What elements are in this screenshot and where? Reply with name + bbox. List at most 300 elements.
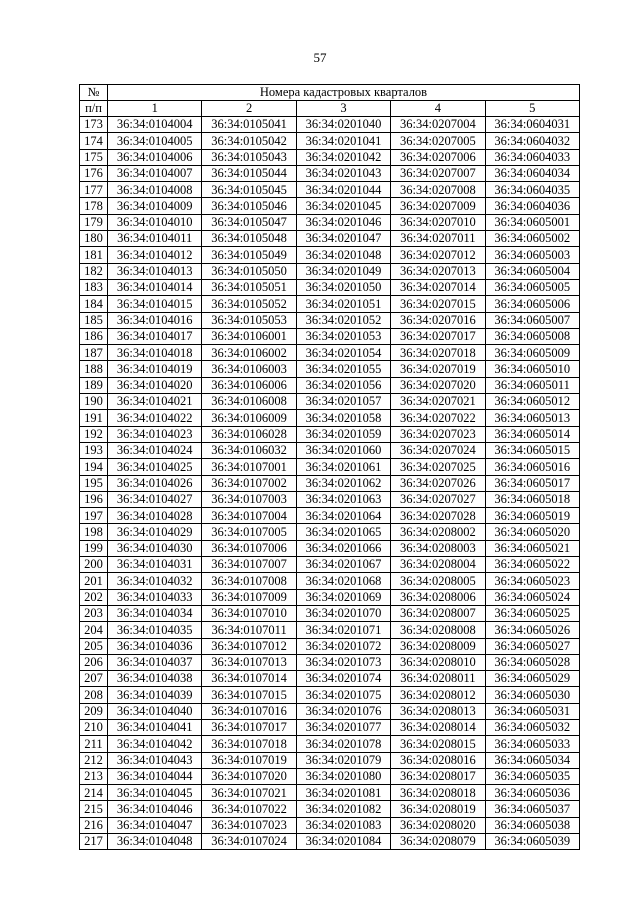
table-row [80, 654, 580, 670]
cadastral-number-cell: 36:34:0605018 [485, 491, 579, 507]
cadastral-number-cell: 36:34:0605035 [485, 768, 579, 784]
cadastral-number-cell: 36:34:0106032 [202, 442, 296, 458]
cadastral-number-cell: 36:34:0207019 [391, 361, 485, 377]
table-row [80, 622, 580, 638]
row-number: 208 [80, 687, 108, 703]
cadastral-number-cell: 36:34:0104013 [108, 263, 202, 279]
cadastral-number-cell: 36:34:0107013 [202, 654, 296, 670]
cadastral-number-cell: 36:34:0105052 [202, 296, 296, 312]
row-number: 201 [80, 573, 108, 589]
cadastral-number-cell: 36:34:0104029 [108, 524, 202, 540]
row-number: 194 [80, 459, 108, 475]
cadastral-number-cell: 36:34:0604031 [485, 117, 579, 133]
cadastral-number-cell: 36:34:0105050 [202, 263, 296, 279]
cadastral-number-cell: 36:34:0207008 [391, 182, 485, 198]
cadastral-number-cell: 36:34:0105047 [202, 214, 296, 230]
cadastral-number-cell: 36:34:0605028 [485, 654, 579, 670]
cadastral-number-cell: 36:34:0605026 [485, 622, 579, 638]
cadastral-number-cell: 36:34:0104018 [108, 345, 202, 361]
cadastral-number-cell: 36:34:0208010 [391, 654, 485, 670]
cadastral-number-cell: 36:34:0107020 [202, 768, 296, 784]
table-row [80, 687, 580, 703]
cadastral-number-cell: 36:34:0605032 [485, 719, 579, 735]
cadastral-number-cell: 36:34:0201084 [296, 834, 390, 850]
row-number: 174 [80, 133, 108, 149]
cadastral-number-cell: 36:34:0201042 [296, 149, 390, 165]
cadastral-number-cell: 36:34:0201062 [296, 475, 390, 491]
cadastral-number-cell: 36:34:0106009 [202, 410, 296, 426]
table-row [80, 719, 580, 735]
cadastral-number-cell: 36:34:0104008 [108, 182, 202, 198]
cadastral-number-cell: 36:34:0207028 [391, 508, 485, 524]
cadastral-number-cell: 36:34:0605005 [485, 279, 579, 295]
cadastral-number-cell: 36:34:0104005 [108, 133, 202, 149]
cadastral-number-cell: 36:34:0605030 [485, 687, 579, 703]
cadastral-number-cell: 36:34:0201076 [296, 703, 390, 719]
row-number: 214 [80, 785, 108, 801]
table-row [80, 263, 580, 279]
cadastral-number-cell: 36:34:0605023 [485, 573, 579, 589]
cadastral-number-cell: 36:34:0605002 [485, 231, 579, 247]
cadastral-number-cell: 36:34:0201043 [296, 165, 390, 181]
table-row [80, 671, 580, 687]
table-row [80, 345, 580, 361]
row-number: 173 [80, 117, 108, 133]
cadastral-number-cell: 36:34:0104007 [108, 165, 202, 181]
column-header: 1 [108, 101, 202, 117]
cadastral-number-cell: 36:34:0207027 [391, 491, 485, 507]
cadastral-number-cell: 36:34:0105045 [202, 182, 296, 198]
cadastral-number-cell: 36:34:0201066 [296, 540, 390, 556]
cadastral-number-cell: 36:34:0201061 [296, 459, 390, 475]
cadastral-number-cell: 36:34:0104020 [108, 377, 202, 393]
page-number: 57 [313, 50, 327, 65]
cadastral-number-cell: 36:34:0104032 [108, 573, 202, 589]
cadastral-number-cell: 36:34:0201071 [296, 622, 390, 638]
cadastral-number-cell: 36:34:0201040 [296, 117, 390, 133]
cadastral-number-cell: 36:34:0605004 [485, 263, 579, 279]
cadastral-number-cell: 36:34:0208011 [391, 671, 485, 687]
cadastral-number-cell: 36:34:0104037 [108, 654, 202, 670]
column-header: 5 [485, 101, 579, 117]
cadastral-number-cell: 36:34:0201048 [296, 247, 390, 263]
cadastral-number-cell: 36:34:0208006 [391, 589, 485, 605]
cadastral-number-cell: 36:34:0104025 [108, 459, 202, 475]
cadastral-number-cell: 36:34:0104035 [108, 622, 202, 638]
cadastral-number-cell: 36:34:0207024 [391, 442, 485, 458]
row-number: 191 [80, 410, 108, 426]
cadastral-number-cell: 36:34:0104026 [108, 475, 202, 491]
table-row [80, 394, 580, 410]
table-row [80, 377, 580, 393]
cadastral-number-cell: 36:34:0107022 [202, 801, 296, 817]
row-number: 212 [80, 752, 108, 768]
cadastral-number-cell: 36:34:0208079 [391, 834, 485, 850]
cadastral-number-cell: 36:34:0208009 [391, 638, 485, 654]
cadastral-number-cell: 36:34:0105041 [202, 117, 296, 133]
row-number: 190 [80, 394, 108, 410]
cadastral-number-cell: 36:34:0201051 [296, 296, 390, 312]
cadastral-number-cell: 36:34:0605020 [485, 524, 579, 540]
cadastral-number-cell: 36:34:0208018 [391, 785, 485, 801]
cadastral-number-cell: 36:34:0207013 [391, 263, 485, 279]
cadastral-number-cell: 36:34:0201081 [296, 785, 390, 801]
cadastral-number-cell: 36:34:0104021 [108, 394, 202, 410]
cadastral-number-cell: 36:34:0106028 [202, 426, 296, 442]
cadastral-number-cell: 36:34:0605012 [485, 394, 579, 410]
cadastral-number-cell: 36:34:0104036 [108, 638, 202, 654]
header-row-group [80, 85, 580, 101]
cadastral-number-cell: 36:34:0104006 [108, 149, 202, 165]
cadastral-number-cell: 36:34:0207012 [391, 247, 485, 263]
cadastral-number-cell: 36:34:0107006 [202, 540, 296, 556]
cadastral-number-cell: 36:34:0104042 [108, 736, 202, 752]
cadastral-number-cell: 36:34:0605039 [485, 834, 579, 850]
cadastral-number-cell: 36:34:0105043 [202, 149, 296, 165]
cadastral-number-cell: 36:34:0104038 [108, 671, 202, 687]
cadastral-number-cell: 36:34:0201065 [296, 524, 390, 540]
cadastral-number-cell: 36:34:0107014 [202, 671, 296, 687]
row-number: 200 [80, 557, 108, 573]
row-number: 211 [80, 736, 108, 752]
table-row [80, 589, 580, 605]
cadastral-number-cell: 36:34:0104041 [108, 719, 202, 735]
table-row [80, 426, 580, 442]
cadastral-number-cell: 36:34:0207011 [391, 231, 485, 247]
cadastral-number-cell: 36:34:0105048 [202, 231, 296, 247]
cadastral-number-cell: 36:34:0605025 [485, 605, 579, 621]
cadastral-number-cell: 36:34:0201057 [296, 394, 390, 410]
table-row [80, 296, 580, 312]
cadastral-number-cell: 36:34:0107021 [202, 785, 296, 801]
cadastral-number-cell: 36:34:0604032 [485, 133, 579, 149]
row-number: 199 [80, 540, 108, 556]
cadastral-number-cell: 36:34:0207020 [391, 377, 485, 393]
cadastral-number-cell: 36:34:0605016 [485, 459, 579, 475]
cadastral-number-cell: 36:34:0107009 [202, 589, 296, 605]
cadastral-number-cell: 36:34:0208017 [391, 768, 485, 784]
cadastral-number-cell: 36:34:0605017 [485, 475, 579, 491]
row-number: 176 [80, 165, 108, 181]
cadastral-number-cell: 36:34:0107016 [202, 703, 296, 719]
cadastral-number-cell: 36:34:0201044 [296, 182, 390, 198]
cadastral-number-cell: 36:34:0201072 [296, 638, 390, 654]
row-number: 213 [80, 768, 108, 784]
cadastral-number-cell: 36:34:0604036 [485, 198, 579, 214]
cadastral-number-cell: 36:34:0104031 [108, 557, 202, 573]
cadastral-number-cell: 36:34:0208015 [391, 736, 485, 752]
cadastral-number-cell: 36:34:0107007 [202, 557, 296, 573]
cadastral-number-cell: 36:34:0207026 [391, 475, 485, 491]
row-number: 175 [80, 149, 108, 165]
cadastral-number-cell: 36:34:0106001 [202, 328, 296, 344]
cadastral-number-cell: 36:34:0107018 [202, 736, 296, 752]
row-number: 209 [80, 703, 108, 719]
column-header: 3 [296, 101, 390, 117]
cadastral-number-cell: 36:34:0605022 [485, 557, 579, 573]
cadastral-number-cell: 36:34:0201075 [296, 687, 390, 703]
row-number: 184 [80, 296, 108, 312]
cadastral-number-cell: 36:34:0201058 [296, 410, 390, 426]
table-row [80, 328, 580, 344]
cadastral-number-cell: 36:34:0201064 [296, 508, 390, 524]
table-row [80, 491, 580, 507]
cadastral-number-cell: 36:34:0105042 [202, 133, 296, 149]
row-number: 203 [80, 605, 108, 621]
table-row [80, 768, 580, 784]
table-row [80, 279, 580, 295]
cadastral-number-cell: 36:34:0605031 [485, 703, 579, 719]
cadastral-number-cell: 36:34:0201052 [296, 312, 390, 328]
row-number: 178 [80, 198, 108, 214]
row-number: 181 [80, 247, 108, 263]
cadastral-number-cell: 36:34:0107011 [202, 622, 296, 638]
cadastral-number-cell: 36:34:0605015 [485, 442, 579, 458]
cadastral-number-cell: 36:34:0605001 [485, 214, 579, 230]
cadastral-number-cell: 36:34:0201050 [296, 279, 390, 295]
cadastral-number-cell: 36:34:0208005 [391, 573, 485, 589]
table-row [80, 165, 580, 181]
cadastral-number-cell: 36:34:0201067 [296, 557, 390, 573]
cadastral-number-cell: 36:34:0107019 [202, 752, 296, 768]
row-number: 216 [80, 817, 108, 833]
row-number: 189 [80, 377, 108, 393]
row-number: 180 [80, 231, 108, 247]
cadastral-number-cell: 36:34:0201045 [296, 198, 390, 214]
table-row [80, 475, 580, 491]
cadastral-number-cell: 36:34:0604034 [485, 165, 579, 181]
row-number: 192 [80, 426, 108, 442]
cadastral-number-cell: 36:34:0207021 [391, 394, 485, 410]
table-row [80, 573, 580, 589]
row-number: 217 [80, 834, 108, 850]
cadastral-number-cell: 36:34:0605010 [485, 361, 579, 377]
cadastral-number-cell: 36:34:0207018 [391, 345, 485, 361]
row-number: 185 [80, 312, 108, 328]
cadastral-number-cell: 36:34:0605008 [485, 328, 579, 344]
cadastral-number-cell: 36:34:0107002 [202, 475, 296, 491]
cadastral-number-cell: 36:34:0604035 [485, 182, 579, 198]
cadastral-number-cell: 36:34:0201059 [296, 426, 390, 442]
cadastral-number-cell: 36:34:0201080 [296, 768, 390, 784]
cadastral-number-cell: 36:34:0605013 [485, 410, 579, 426]
cadastral-number-cell: 36:34:0605014 [485, 426, 579, 442]
cadastral-number-cell: 36:34:0605009 [485, 345, 579, 361]
table-row [80, 785, 580, 801]
cadastral-number-cell: 36:34:0201060 [296, 442, 390, 458]
cadastral-number-cell: 36:34:0207017 [391, 328, 485, 344]
cadastral-number-cell: 36:34:0104040 [108, 703, 202, 719]
cadastral-number-cell: 36:34:0201079 [296, 752, 390, 768]
cadastral-number-cell: 36:34:0105046 [202, 198, 296, 214]
column-header: 2 [202, 101, 296, 117]
cadastral-number-cell: 36:34:0208013 [391, 703, 485, 719]
cadastral-number-cell: 36:34:0201074 [296, 671, 390, 687]
cadastral-number-cell: 36:34:0201068 [296, 573, 390, 589]
table-row [80, 361, 580, 377]
cadastral-number-cell: 36:34:0105044 [202, 165, 296, 181]
table-row [80, 247, 580, 263]
cadastral-number-cell: 36:34:0104045 [108, 785, 202, 801]
row-number: 182 [80, 263, 108, 279]
row-number: 193 [80, 442, 108, 458]
table-row [80, 182, 580, 198]
table-row [80, 736, 580, 752]
table-row [80, 703, 580, 719]
cadastral-number-cell: 36:34:0208002 [391, 524, 485, 540]
cadastral-number-cell: 36:34:0201041 [296, 133, 390, 149]
cadastral-number-cell: 36:34:0107012 [202, 638, 296, 654]
cadastral-number-cell: 36:34:0104019 [108, 361, 202, 377]
cadastral-number-cell: 36:34:0104009 [108, 198, 202, 214]
cadastral-number-cell: 36:34:0605021 [485, 540, 579, 556]
row-number: 206 [80, 654, 108, 670]
table-row [80, 834, 580, 850]
row-number: 210 [80, 719, 108, 735]
cadastral-number-cell: 36:34:0104012 [108, 247, 202, 263]
row-number: 215 [80, 801, 108, 817]
cadastral-number-cell: 36:34:0208020 [391, 817, 485, 833]
cadastral-number-cell: 36:34:0201069 [296, 589, 390, 605]
cadastral-number-cell: 36:34:0605034 [485, 752, 579, 768]
cadastral-number-cell: 36:34:0207022 [391, 410, 485, 426]
cadastral-number-cell: 36:34:0201055 [296, 361, 390, 377]
cadastral-quarters-table [79, 84, 580, 850]
cadastral-number-cell: 36:34:0104028 [108, 508, 202, 524]
cadastral-number-cell: 36:34:0207004 [391, 117, 485, 133]
cadastral-number-cell: 36:34:0104047 [108, 817, 202, 833]
table-row [80, 508, 580, 524]
table-row [80, 752, 580, 768]
cadastral-number-cell: 36:34:0605019 [485, 508, 579, 524]
table-row [80, 540, 580, 556]
cadastral-number-cell: 36:34:0201073 [296, 654, 390, 670]
table-row [80, 312, 580, 328]
table-row [80, 524, 580, 540]
cadastral-number-cell: 36:34:0106003 [202, 361, 296, 377]
cadastral-number-cell: 36:34:0104024 [108, 442, 202, 458]
cadastral-number-cell: 36:34:0104015 [108, 296, 202, 312]
table-row [80, 231, 580, 247]
cadastral-number-cell: 36:34:0104023 [108, 426, 202, 442]
cadastral-number-cell: 36:34:0104022 [108, 410, 202, 426]
cadastral-number-cell: 36:34:0104044 [108, 768, 202, 784]
cadastral-number-cell: 36:34:0201046 [296, 214, 390, 230]
row-number: 183 [80, 279, 108, 295]
cadastral-number-cell: 36:34:0107024 [202, 834, 296, 850]
cadastral-number-cell: 36:34:0107008 [202, 573, 296, 589]
cadastral-number-cell: 36:34:0208003 [391, 540, 485, 556]
cadastral-number-cell: 36:34:0207016 [391, 312, 485, 328]
cadastral-number-cell: 36:34:0104039 [108, 687, 202, 703]
row-number: 177 [80, 182, 108, 198]
row-number: 195 [80, 475, 108, 491]
cadastral-number-cell: 36:34:0208008 [391, 622, 485, 638]
cadastral-number-cell: 36:34:0605011 [485, 377, 579, 393]
table-header [80, 85, 580, 117]
cadastral-number-cell: 36:34:0107010 [202, 605, 296, 621]
cadastral-number-cell: 36:34:0208004 [391, 557, 485, 573]
table-row [80, 198, 580, 214]
cadastral-number-cell: 36:34:0106006 [202, 377, 296, 393]
cadastral-number-cell: 36:34:0605024 [485, 589, 579, 605]
cadastral-number-cell: 36:34:0105053 [202, 312, 296, 328]
cadastral-number-cell: 36:34:0207010 [391, 214, 485, 230]
cadastral-number-cell: 36:34:0107001 [202, 459, 296, 475]
table-row [80, 442, 580, 458]
cadastral-number-cell: 36:34:0605029 [485, 671, 579, 687]
header-group-title: Номера кадастровых кварталов [108, 85, 580, 101]
table-row [80, 133, 580, 149]
table-row [80, 149, 580, 165]
cadastral-number-cell: 36:34:0104030 [108, 540, 202, 556]
cadastral-number-cell: 36:34:0201070 [296, 605, 390, 621]
cadastral-number-cell: 36:34:0207007 [391, 165, 485, 181]
column-header: 4 [391, 101, 485, 117]
cadastral-number-cell: 36:34:0207015 [391, 296, 485, 312]
cadastral-number-cell: 36:34:0104046 [108, 801, 202, 817]
cadastral-number-cell: 36:34:0107015 [202, 687, 296, 703]
header-row-columns [80, 101, 580, 117]
cadastral-number-cell: 36:34:0106008 [202, 394, 296, 410]
table-row [80, 638, 580, 654]
cadastral-number-cell: 36:34:0207023 [391, 426, 485, 442]
cadastral-number-cell: 36:34:0105051 [202, 279, 296, 295]
cadastral-number-cell: 36:34:0104014 [108, 279, 202, 295]
row-number: 197 [80, 508, 108, 524]
cadastral-number-cell: 36:34:0208012 [391, 687, 485, 703]
row-number: 196 [80, 491, 108, 507]
cadastral-number-cell: 36:34:0104027 [108, 491, 202, 507]
table-body [80, 117, 580, 850]
cadastral-number-cell: 36:34:0107005 [202, 524, 296, 540]
cadastral-number-cell: 36:34:0605007 [485, 312, 579, 328]
cadastral-number-cell: 36:34:0106002 [202, 345, 296, 361]
row-number: 187 [80, 345, 108, 361]
cadastral-number-cell: 36:34:0201083 [296, 817, 390, 833]
cadastral-number-cell: 36:34:0104017 [108, 328, 202, 344]
cadastral-number-cell: 36:34:0104033 [108, 589, 202, 605]
row-number: 207 [80, 671, 108, 687]
table-row [80, 410, 580, 426]
cadastral-number-cell: 36:34:0207005 [391, 133, 485, 149]
cadastral-number-cell: 36:34:0207006 [391, 149, 485, 165]
cadastral-number-cell: 36:34:0605037 [485, 801, 579, 817]
cadastral-number-cell: 36:34:0605006 [485, 296, 579, 312]
cadastral-number-cell: 36:34:0104010 [108, 214, 202, 230]
cadastral-number-cell: 36:34:0201056 [296, 377, 390, 393]
cadastral-number-cell: 36:34:0104011 [108, 231, 202, 247]
header-num: № [80, 85, 108, 101]
table-row [80, 817, 580, 833]
cadastral-number-cell: 36:34:0107023 [202, 817, 296, 833]
cadastral-number-cell: 36:34:0605033 [485, 736, 579, 752]
cadastral-number-cell: 36:34:0107003 [202, 491, 296, 507]
table-row [80, 459, 580, 475]
cadastral-number-cell: 36:34:0208019 [391, 801, 485, 817]
cadastral-number-cell: 36:34:0201077 [296, 719, 390, 735]
cadastral-number-cell: 36:34:0201047 [296, 231, 390, 247]
cadastral-number-cell: 36:34:0605036 [485, 785, 579, 801]
row-number: 179 [80, 214, 108, 230]
cadastral-number-cell: 36:34:0207014 [391, 279, 485, 295]
cadastral-number-cell: 36:34:0104004 [108, 117, 202, 133]
row-number: 204 [80, 622, 108, 638]
cadastral-number-cell: 36:34:0201049 [296, 263, 390, 279]
row-number: 186 [80, 328, 108, 344]
cadastral-number-cell: 36:34:0201082 [296, 801, 390, 817]
table-row [80, 605, 580, 621]
